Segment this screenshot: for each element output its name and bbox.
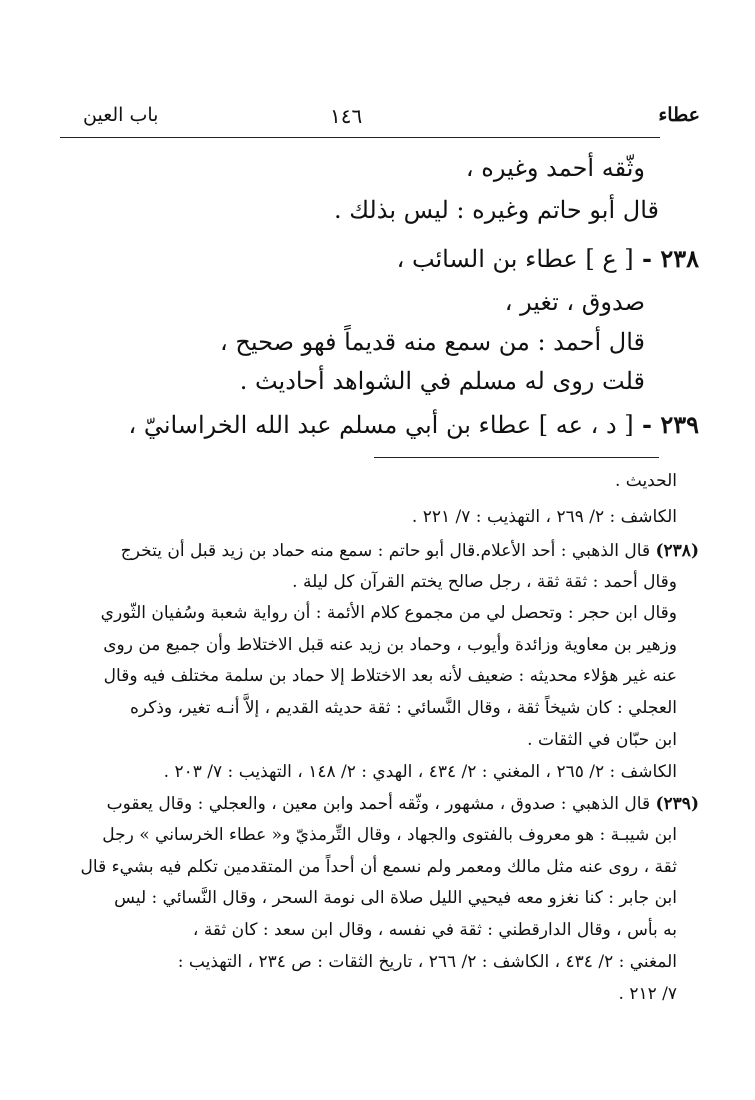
footnote-239	[72, 792, 699, 816]
main-line: وثّقه أحمد وغيره ،	[465, 154, 645, 182]
footnote-line: الكاشف : ٢/ ٢٦٩ ، التهذيب : ٧/ ٢٢١ .	[411, 507, 677, 527]
running-head-chapter: باب العين	[83, 104, 159, 126]
footnote-238	[72, 539, 699, 563]
entry-name: [ د ، عه ] عطاء بن أبي مسلم عبد الله الخراسانيّ ،	[128, 411, 634, 439]
footnote-line: ابن شيبـة : هو معروف بالفتوى والجهاد ، وقال التِّرمذيّ و« عطاء الخرساني » رجل	[102, 825, 677, 845]
entry-238-heading	[397, 242, 699, 276]
footnote-line: ثقة ، روى عنه مثل مالك ومعمر ولم نسمع أن أحداً من المتقدمين تكلم فيه بشيء قال	[80, 857, 677, 877]
footnote-line: عنه غير هؤلاء محديثه : ضعيف لأنه بعد الاختلاط إلا حماد بن سلمة مختلف فيه وقال	[103, 666, 677, 686]
footnote-number: (٢٣٨)	[655, 541, 699, 561]
footnote-line: المغني : ٢/ ٤٣٤ ، الكاشف : ٢/ ٢٦٦ ، تاريخ الثقات : ص ٢٣٤ ، التهذيب :	[177, 952, 677, 972]
footnote-text: قال الذهبي : صدوق ، مشهور ، وثّقه أحمد وابن معين ، والعجلي : وقال يعقوب	[106, 794, 651, 814]
footnote-line: ابن جابر : كنا نغزو معه فيحيي الليل صلاة الى نومة السحر ، وقال النَّسائي : ليس	[114, 888, 677, 908]
running-head-entry: عطاء	[658, 104, 700, 126]
footnote-line: وقال ابن حجر : وتحصل لي من مجموع كلام الأئمة : أن رواية شعبة وسُفيان الثّوري	[100, 603, 677, 623]
footnote-line: ابن حبّان في الثقات .	[527, 730, 677, 750]
footnote-line: الكاشف : ٢/ ٢٦٥ ، المغني : ٢/ ٤٣٤ ، الهدي : ٢/ ١٤٨ ، التهذيب : ٧/ ٢٠٣ .	[163, 762, 677, 782]
footnote-line: وقال أحمد : ثقة ثقة ، رجل صالح يختم القرآن كل ليلة .	[292, 572, 677, 592]
footnote-rule	[374, 457, 659, 458]
footnote-line: الحديث .	[614, 471, 677, 491]
entry-number: ٢٣٩ -	[642, 410, 699, 439]
footnote-line: وزهير بن معاوية وزائدة وأيوب ، وحماد بن زيد عنه قبل الاختلاط وأن جميع من روى	[103, 635, 677, 655]
footnote-line: ٧/ ٢١٢ .	[618, 984, 677, 1004]
main-line: قلت روى له مسلم في الشواهد أحاديث .	[239, 367, 645, 395]
main-line: قال أحمد : من سمع منه قديماً فهو صحيح ،	[219, 328, 645, 356]
main-line: قال أبو حاتم وغيره : ليس بذلك .	[333, 196, 659, 224]
header-rule	[60, 137, 660, 138]
main-line: صدوق ، تغير ،	[504, 288, 645, 316]
footnote-line: العجلي : كان شيخاً ثقة ، وقال النَّسائي : ثقة حديثه القديم ، إلاَّ أنـه تغير، وذكره	[129, 698, 677, 718]
page-number: ١٤٦	[330, 104, 363, 128]
entry-239-heading	[128, 408, 699, 442]
footnote-number: (٢٣٩)	[655, 794, 699, 814]
entry-number: ٢٣٨ -	[642, 244, 699, 273]
entry-name: [ ع ] عطاء بن السائب ،	[396, 245, 634, 273]
footnote-text: قال الذهبي : أحد الأعلام.قال أبو حاتم : سمع منه حماد بن زيد قبل أن يتخرج	[120, 541, 651, 561]
footnote-line: به بأس ، وقال الدارقطني : ثقة في نفسه ، وقال ابن سعد : كان ثقة ،	[192, 920, 677, 940]
